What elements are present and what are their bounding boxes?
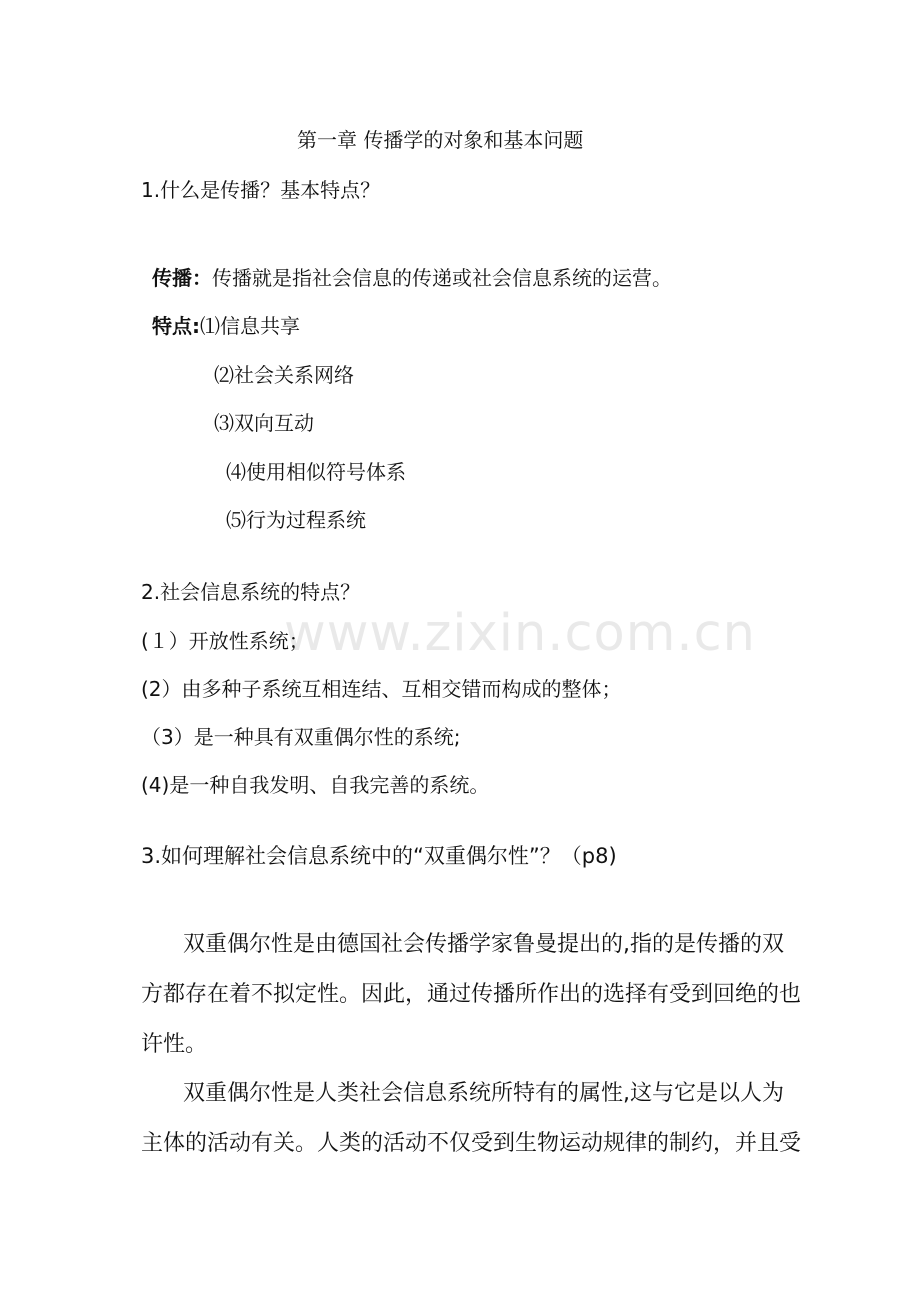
chapter-title: 第一章 传播学的对象和基本问题 <box>297 128 584 152</box>
feature-item: ⑶双向互动 <box>214 411 314 435</box>
paragraph-line: 双重偶尔性是由德国社会传播学家鲁曼提出的,指的是传播的双 <box>183 932 784 957</box>
feature-item: ⑴信息共享 <box>200 314 300 338</box>
definition-line <box>152 268 672 288</box>
feature-item: ⑸行为过程系统 <box>226 508 366 532</box>
paragraph-line: 方都存在着不拟定性。因此，通过传播所作出的选择有受到回绝的也 <box>141 982 802 1007</box>
paragraph-line: 主体的活动有关。人类的活动不仅受到生物运动规律的制约，并且受 <box>141 1131 802 1156</box>
paragraph-line: 双重偶尔性是人类社会信息系统所特有的属性,这与它是以人为 <box>183 1081 784 1106</box>
q2-heading: 2.社会信息系统的特点？ <box>141 580 361 604</box>
feature-item: ⑷使用相似符号体系 <box>226 460 406 484</box>
features-line <box>152 316 300 336</box>
feature-item: ⑵社会关系网络 <box>214 363 354 387</box>
list-item: （3）是一种具有双重偶尔性的系统; <box>141 725 461 749</box>
list-item: (2）由多种子系统互相连结、互相交错而构成的整体； <box>141 677 622 701</box>
watermark: www.zixin.com.cn <box>284 604 756 663</box>
features-label: 特点: <box>152 314 200 338</box>
q3-heading: 3.如何理解社会信息系统中的“双重偶尔性”？（p8) <box>141 844 617 868</box>
definition-label: 传播： <box>152 266 212 290</box>
list-item: (4)是一种自我发明、自我完善的系统。 <box>141 773 490 797</box>
q1-heading: 1.什么是传播？基本特点？ <box>141 178 381 202</box>
definition-text: 传播就是指社会信息的传递或社会信息系统的运营。 <box>212 266 672 290</box>
paragraph-line: 许性。 <box>141 1032 208 1057</box>
list-item: (１）开放性系统； <box>141 629 309 653</box>
